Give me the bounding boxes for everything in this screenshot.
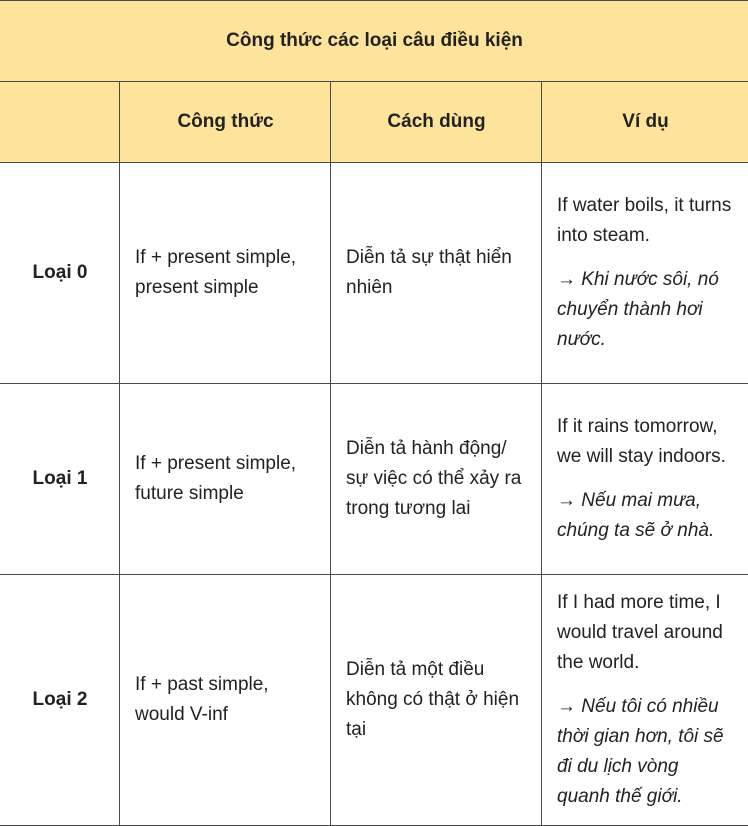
usage-cell: Diễn tả sự thật hiển nhiên: [331, 163, 542, 384]
example-english: If it rains tomorrow, we will stay indoors.: [557, 412, 734, 472]
type-cell: Loại 2: [0, 575, 120, 826]
example-vietnamese: → Nếu tôi có nhiều thời gian hơn, tôi sẽ đi du lịch vòng quanh thế giới.: [557, 692, 734, 812]
header-cell-usage: Cách dùng: [331, 82, 542, 163]
example-cell: [542, 575, 748, 826]
table-header-row: [0, 82, 748, 163]
table-title: Công thức các loại câu điều kiện: [0, 1, 748, 82]
formula-cell: If + past simple, would V-inf: [120, 575, 331, 826]
table-row: [0, 163, 748, 384]
example-cell: [542, 384, 748, 575]
usage-cell: Diễn tả hành động/ sự việc có thể xảy ra trong tương lai: [331, 384, 542, 575]
table-row: [0, 575, 748, 826]
table-row: [0, 384, 748, 575]
header-cell-formula: Công thức: [120, 82, 331, 163]
formula-cell: If + present simple, present simple: [120, 163, 331, 384]
example-english: If water boils, it turns into steam.: [557, 191, 734, 251]
example-vietnamese: → Khi nước sôi, nó chuyển thành hơi nước.: [557, 265, 734, 355]
header-cell-example: Ví dụ: [542, 82, 748, 163]
table-title-row: [0, 1, 748, 82]
example-english: If I had more time, I would travel around the world.: [557, 588, 734, 678]
example-vietnamese: → Nếu mai mưa, chúng ta sẽ ở nhà.: [557, 486, 734, 546]
type-cell: Loại 1: [0, 384, 120, 575]
header-cell-empty: [0, 82, 120, 163]
example-cell: [542, 163, 748, 384]
type-cell: Loại 0: [0, 163, 120, 384]
usage-cell: Diễn tả một điều không có thật ở hiện tại: [331, 575, 542, 826]
formula-cell: If + present simple, future simple: [120, 384, 331, 575]
